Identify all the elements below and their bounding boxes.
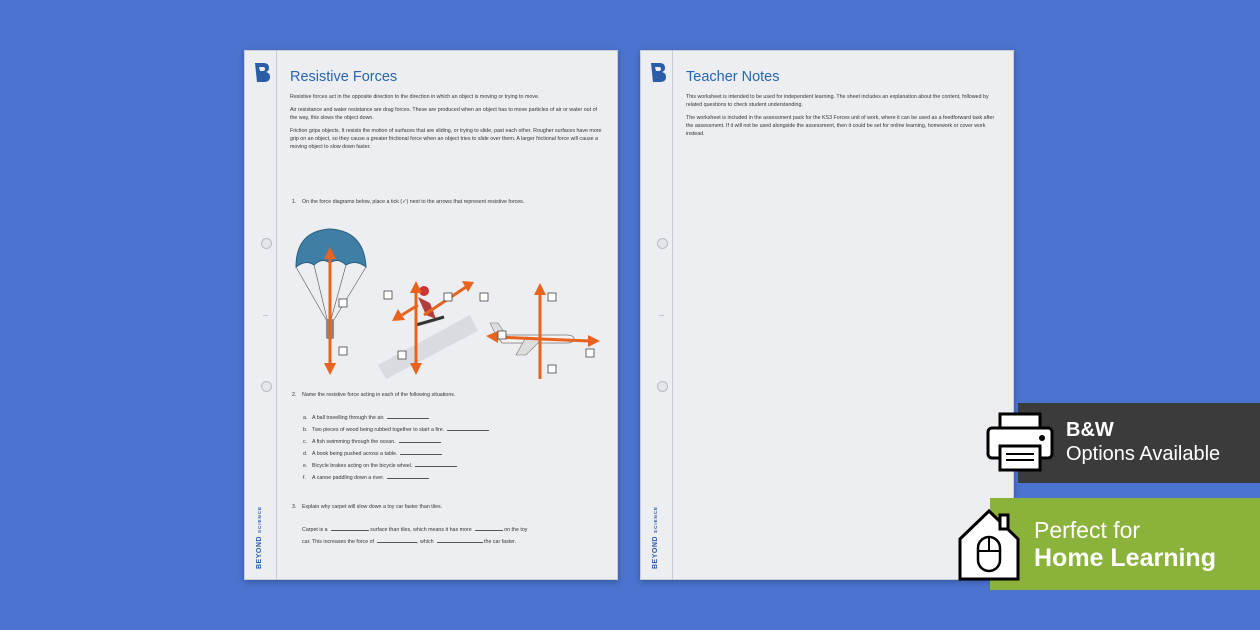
fold-mark — [659, 315, 664, 316]
page-title: Resistive Forces — [290, 69, 398, 85]
question-2-item[interactable]: a. A ball travelling through the air. — [303, 413, 429, 422]
punch-hole — [657, 381, 668, 392]
question-2-item[interactable]: b. Two pieces of wood being rubbed together to start a fire. — [303, 425, 489, 434]
beyond-logo-icon — [649, 61, 667, 83]
checkbox-icon — [384, 291, 392, 299]
paragraph: Resistive forces act in the opposite direction to the direction in which an object is moving or trying to move. — [290, 94, 540, 100]
paragraph: Air resistance and water resistance are drag forces. These are produced when an object has to move particles of air or water out of the way, this slows the object down. — [290, 107, 597, 121]
question-2-item[interactable]: d. A book being pushed across a table. — [303, 449, 442, 458]
question-1: 1. On the force diagrams below, place a tick (✓) next to the arrows that represent resistive forces. — [292, 199, 525, 205]
paragraph: This worksheet is intended to be used for independent learning. The sheet includes an explanation about the content, followed by related questions to check student understanding. — [686, 94, 989, 108]
fold-mark — [263, 315, 268, 316]
paragraph: The worksheet is included in the assessment pack for the KS3 Forces unit of work, where it can be used as a feedforward task after the assessment. If it will not be used alongside the assessment, then it could be set for online learning, homework or cover work instead. — [686, 115, 995, 137]
home-badge-text: Perfect for Home Learning — [1034, 517, 1216, 572]
beyond-logo-icon — [253, 61, 271, 83]
punch-hole — [261, 238, 272, 249]
checkbox-icon — [586, 349, 594, 357]
question-2-item[interactable]: f. A canoe paddling down a river. — [303, 473, 429, 482]
paragraph: Friction grips objects. It resists the motion of surfaces that are sliding, or trying to slide, past each other. Rougher surfaces have more grip on an object, so they cause a greater frictional force when an object tries to slide over them. A larger frictional force will cause a moving object to slow down faster. — [290, 128, 602, 150]
page-title: Teacher Notes — [686, 69, 780, 85]
worksheet-teacher-notes — [640, 50, 1014, 580]
checkbox-icon — [444, 293, 452, 301]
house-mouse-icon — [954, 505, 1024, 583]
checkbox-icon — [548, 365, 556, 373]
force-diagrams — [290, 219, 608, 379]
punch-hole — [657, 238, 668, 249]
checkbox-icon — [498, 331, 506, 339]
question-3-fill-line[interactable]: car. This increases the force of , which the car faster. — [302, 539, 517, 545]
brand-label: BEYONDSCIENCE — [256, 506, 263, 569]
margin-line — [672, 51, 673, 579]
question-2: 2. Name the resistive force acting in each of the following situations. — [292, 392, 456, 398]
checkbox-icon — [548, 293, 556, 301]
bw-badge-text: B&W Options Available — [1066, 419, 1221, 465]
checkbox-icon — [339, 299, 347, 307]
worksheet-resistive-forces — [244, 50, 618, 580]
checkbox-icon — [339, 347, 347, 355]
margin-line — [276, 51, 277, 579]
brand-label: BEYONDSCIENCE — [652, 506, 659, 569]
question-3: 3. Explain why carpet will slow down a toy car faster than tiles. — [292, 504, 443, 510]
punch-hole — [261, 381, 272, 392]
intro-text — [290, 93, 603, 156]
question-2-item[interactable]: e. Bicycle brakes acting on the bicycle wheel. — [303, 461, 457, 470]
notes-text — [686, 93, 999, 143]
checkbox-icon — [480, 293, 488, 301]
question-2-item[interactable]: c. A fish swimming through the ocean. — [303, 437, 441, 446]
printer-icon — [984, 410, 1056, 474]
checkbox-icon — [398, 351, 406, 359]
question-3-fill-line[interactable]: Carpet is a surface than tiles, which means it has more on the toy — [302, 527, 528, 533]
